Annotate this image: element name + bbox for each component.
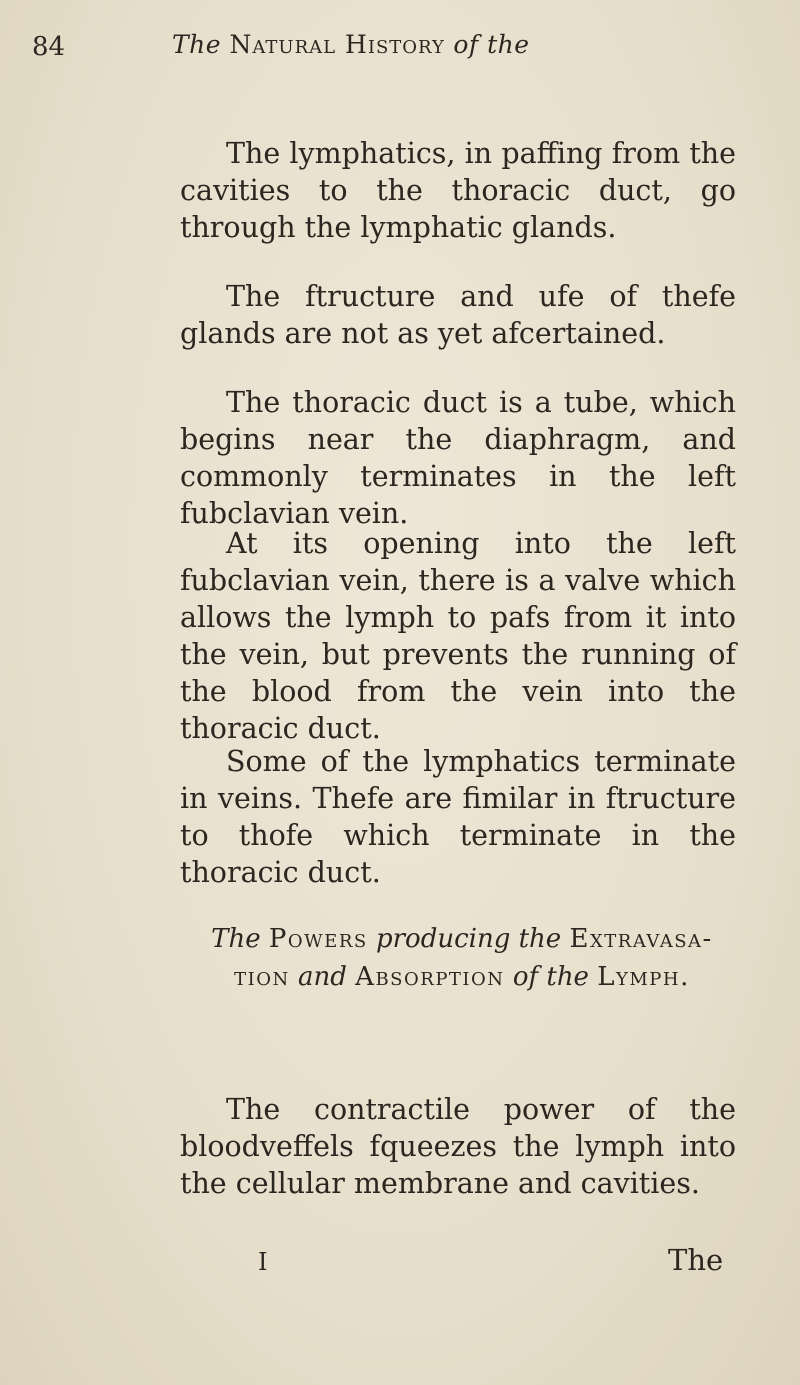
running-head-title: Natural History	[229, 30, 445, 59]
heading-word-of-the: of the	[504, 962, 598, 992]
page-number: 84	[32, 32, 66, 62]
section-heading	[172, 920, 752, 996]
heading-word-producing: producing the	[367, 924, 570, 954]
paragraph-contractile-power: The contractile power of the bloodveffels fqueezes the lymph into the cellular membrane and cavities.	[180, 1093, 736, 1200]
heading-word-extravasa: Extravasa-	[569, 924, 713, 954]
paragraph-lymphatics-glands: The lymphatics, in paffing from the cavities to the thoracic duct, go through the lymphatic glands.	[180, 137, 736, 244]
heading-word-the: The	[211, 924, 269, 954]
signature-mark: I	[258, 1248, 268, 1276]
running-head-prefix: The	[172, 30, 230, 59]
running-head-suffix: of the	[444, 30, 530, 59]
paragraph-thoracic-duct: The thoracic duct is a tube, which begins near the diaphragm, and commonly terminates in the left fubclavian vein.	[180, 386, 736, 530]
heading-word-powers: Powers	[268, 924, 368, 954]
heading-word-lymph: Lymph.	[597, 962, 690, 992]
heading-word-absorption: Absorption	[355, 962, 505, 992]
catchword: The	[668, 1243, 724, 1277]
paragraph-veins: Some of the lymphatics terminate in veins. Thefe are fimilar in ftructure to thofe which terminate in the thoracic duct.	[180, 745, 736, 889]
running-head	[172, 30, 530, 59]
paragraph-valve: At its opening into the left fubclavian vein, there is a valve which allows the lymph to pafs from it into the vein, but prevents the running of the blood from the vein into the thoracic duct.	[180, 527, 736, 745]
heading-word-and: and	[289, 962, 356, 992]
paragraph-gland-structure: The ftructure and ufe of thefe glands are not as yet afcertained.	[180, 280, 736, 350]
heading-word-tion: tion	[234, 962, 290, 992]
